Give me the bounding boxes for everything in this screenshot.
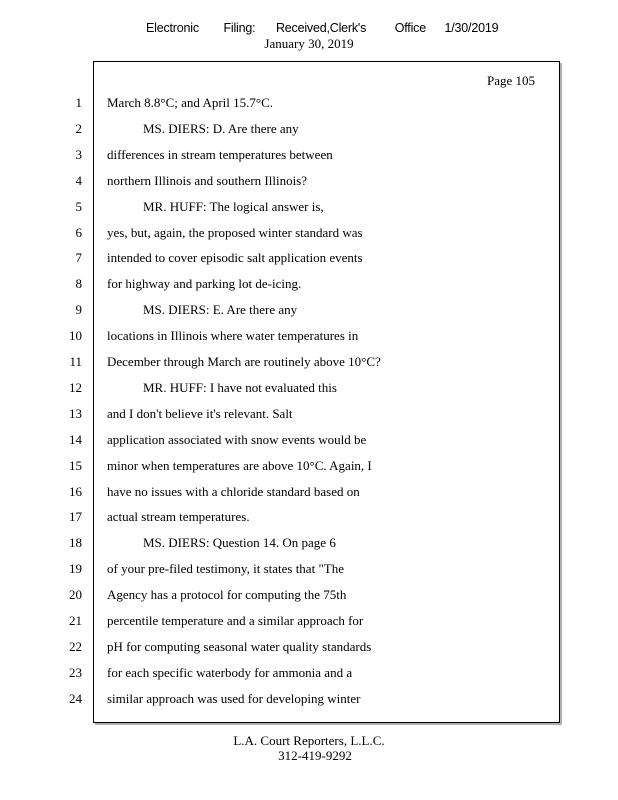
line-number: 2: [75, 121, 82, 136]
line-text: percentile temperature and a similar approach for: [107, 613, 364, 628]
line-text: for each specific waterbody for ammonia and a: [107, 665, 353, 680]
line-text: have no issues with a chloride standard based on: [107, 484, 360, 499]
line-text: for highway and parking lot de-icing.: [107, 276, 302, 291]
stamp-received: Received,Clerk's: [275, 21, 367, 35]
line-number: 14: [69, 432, 82, 447]
line-number: 18: [69, 535, 82, 550]
line-number: 22: [69, 639, 82, 654]
line-text: minor when temperatures are above 10°C. Again, I: [107, 458, 372, 473]
line-text: intended to cover episodic salt application events: [107, 250, 363, 265]
line-text: locations in Illinois where water temperatures in: [107, 328, 359, 343]
line-number: 20: [69, 587, 82, 602]
line-number: 10: [69, 328, 82, 343]
line-text: application associated with snow events would be: [107, 432, 367, 447]
line-number: 23: [69, 665, 82, 680]
line-number: 12: [69, 380, 82, 395]
line-text: MS. DIERS: E. Are there any: [143, 302, 298, 317]
line-text: MR. HUFF: I have not evaluated this: [143, 380, 337, 395]
line-text: Agency has a protocol for computing the 75th: [107, 587, 347, 602]
page-number: Page 105: [486, 73, 535, 88]
line-number: 15: [69, 458, 82, 473]
line-text: northern Illinois and southern Illinois?: [107, 173, 308, 188]
line-number: 11: [69, 354, 82, 369]
line-number: 8: [75, 276, 82, 291]
line-text: and I don't believe it's relevant. Salt: [107, 406, 293, 421]
line-text: MR. HUFF: The logical answer is,: [143, 199, 324, 214]
line-number: 16: [69, 484, 82, 499]
line-number: 7: [75, 250, 82, 265]
line-number: 1: [75, 95, 82, 110]
line-text: pH for computing seasonal water quality standards: [107, 639, 372, 654]
line-text: MS. DIERS: Question 14. On page 6: [143, 535, 336, 550]
line-number: 24: [69, 691, 82, 706]
line-text: of your pre-filed testimony, it states that "The: [107, 561, 344, 576]
footer-company: L.A. Court Reporters, L.L.C.: [233, 733, 385, 748]
line-number: 4: [75, 173, 82, 188]
line-text: actual stream temperatures.: [107, 509, 250, 524]
line-text: MS. DIERS: D. Are there any: [143, 121, 299, 136]
line-number: 3: [75, 147, 82, 162]
stamp-filing: Filing:: [223, 21, 256, 35]
footer-phone: 312-419-9292: [278, 748, 352, 763]
line-text: December through March are routinely above 10°C?: [107, 354, 381, 369]
line-text: yes, but, again, the proposed winter standard was: [107, 225, 363, 240]
line-number: 13: [69, 406, 82, 421]
line-text: differences in stream temperatures between: [107, 147, 333, 162]
line-number: 21: [69, 613, 82, 628]
transcript-date: January 30, 2019: [264, 36, 354, 51]
filing-stamp: [146, 21, 498, 35]
stamp-electronic: Electronic: [146, 21, 199, 35]
line-number: 17: [69, 509, 82, 524]
stamp-office: Office: [394, 21, 426, 35]
line-number: 19: [69, 561, 82, 576]
line-number: 9: [75, 302, 82, 317]
line-number: 6: [75, 225, 82, 240]
line-text: March 8.8°C; and April 15.7°C.: [107, 95, 274, 110]
line-text: similar approach was used for developing winter: [107, 691, 361, 706]
stamp-date: 1/30/2019: [444, 21, 499, 35]
line-number: 5: [75, 199, 82, 214]
